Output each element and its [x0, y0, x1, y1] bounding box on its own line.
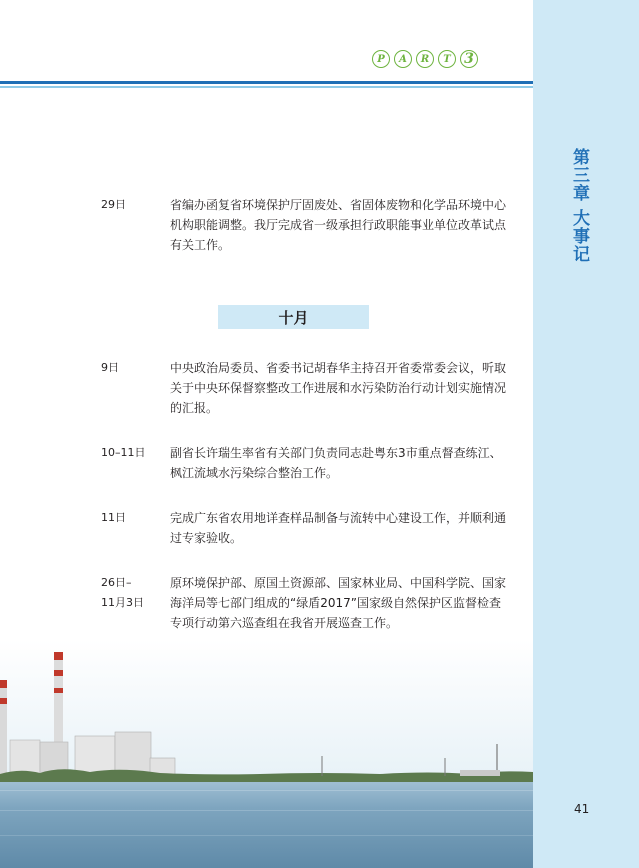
event-date: 29日 [101, 198, 126, 211]
event-text: 中央政治局委员、省委书记胡春华主持召开省委常委会议，听取关于中央环保督察整改工作进展和水污染防治行动计划实施情况的汇报。 [170, 361, 507, 415]
part-letter-t: T [438, 50, 456, 68]
event-text: 副省长许瑞生率省有关部门负责同志赴粤东3市重点督查练江、枫江流域水污染综合整治工作。 [170, 446, 502, 480]
coastal-power-plant-photo [0, 640, 533, 868]
event-date [101, 573, 161, 613]
header-rule-dark [0, 81, 533, 84]
event-text: 原环境保护部、原国土资源部、国家林业局、中国科学院、国家海洋局等七部门组成的“绿盾2017”国家级自然保护区监督检查专项行动第六巡查组在我省开展巡查工作。 [170, 576, 507, 630]
event-text: 省编办函复省环境保护厅固废处、省固体废物和化学品环境中心机构职能调整。我厅完成省一级承担行政职能事业单位改革试点有关工作。 [170, 198, 507, 252]
page-number: 41 [574, 802, 590, 816]
part-indicator [372, 50, 478, 68]
event-date: 10–11日 [101, 446, 146, 459]
chapter-sidebar [533, 0, 639, 868]
event-date-end: 11月3日 [101, 596, 144, 609]
part-letter-r: R [416, 50, 434, 68]
chapter-title: 第三章 大事记 [569, 148, 589, 263]
event-date-start: 26日– [101, 576, 132, 589]
event-date: 9日 [101, 361, 119, 374]
event-date: 11日 [101, 511, 126, 524]
header-rule-light [0, 86, 533, 88]
part-letter-p: P [372, 50, 390, 68]
part-letter-a: A [394, 50, 412, 68]
event-text: 完成广东省农用地详查样品制备与流转中心建设工作，并顺利通过专家验收。 [170, 511, 507, 545]
month-heading: 十月 [218, 305, 369, 329]
part-number: 3 [460, 50, 478, 68]
